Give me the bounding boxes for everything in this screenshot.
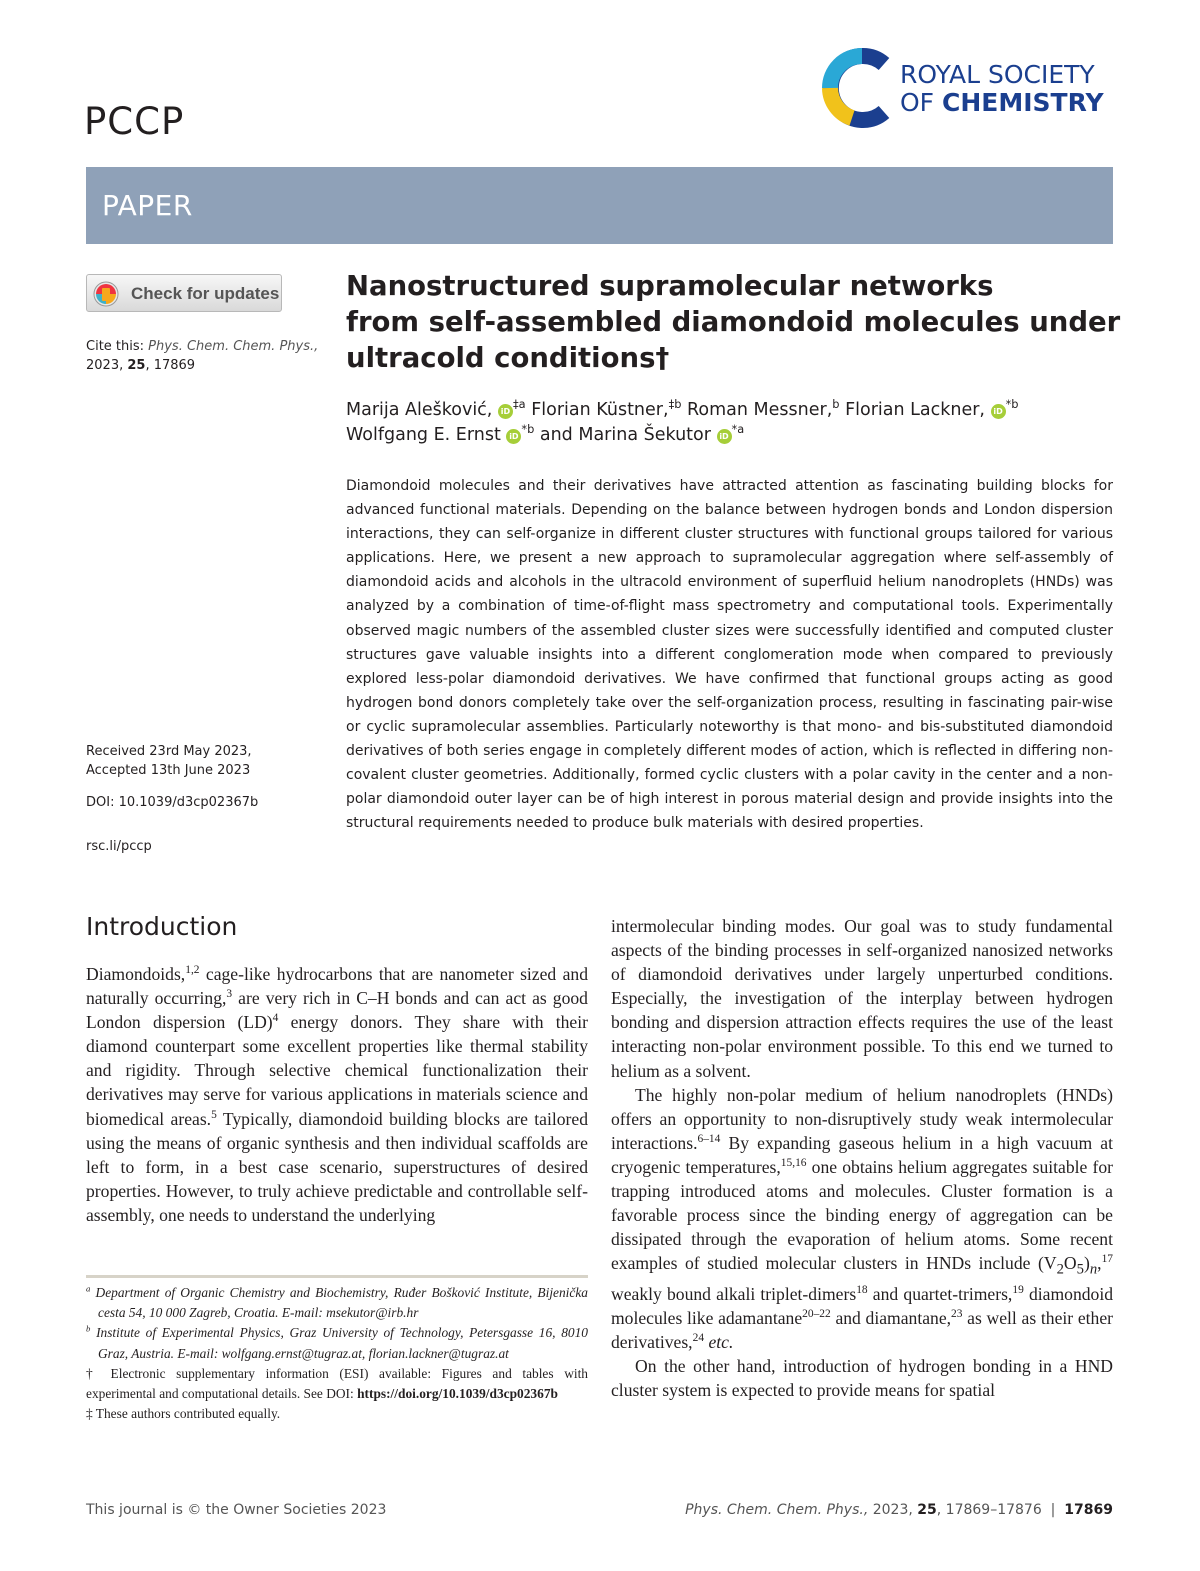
author-name: Florian Lackner, (845, 400, 985, 420)
author-name: Wolfgang E. Ernst (346, 425, 501, 445)
footnote-affiliation-a: $^a$ Department of Organic Chemistry and Biochemistry, Ruđer Bošković Institute, Bijenička cesta 54, 10 000 Zagreb, Croatia. E-mail: msekutor@irb.hr (86, 1283, 588, 1321)
footnote-affiliation-b: $^b$ Institute of Experimental Physics, Graz University of Technology, Petersgasse 16, 8010 Graz, Austria. E-mail: wolfgang.ernst@tugraz.at, florian.lackner@tugraz.at (86, 1323, 588, 1361)
footnote-equal: ‡ These authors contributed equally. (86, 1406, 281, 1422)
author-name: and Marina Šekutor (539, 425, 711, 445)
author-name: Florian Küstner, (531, 400, 669, 420)
publisher-name-line1: ROYAL SOCIETY (900, 60, 1095, 89)
crossmark-icon (93, 281, 119, 307)
rsc-c-icon (822, 42, 902, 132)
author-name: Roman Messner, (687, 400, 833, 420)
footnote-divider (86, 1275, 588, 1278)
article-title: Nanostructured supramolecular networks from self-assembled diamondoid molecules under ultracold conditions† (346, 270, 1121, 374)
article-type-label: PAPER (102, 189, 193, 222)
footer-copyright: This journal is © the Owner Societies 2023 (86, 1502, 387, 1518)
received-dates: Received 23rd May 2023, Accepted 13th June 2023 (86, 744, 252, 778)
author-list: Marija Alešković, $iD^{\ddagger a}$ Florian Küstner,$^{\ddagger b}$ Roman Messner,$^b$ Florian Lackner, $iD^{*b}$ Wolfgang E. Ernst $iD^{*b}$ and Marina Šekutor $iD^{*a}$ (346, 397, 1019, 445)
footer-citation: Phys. Chem. Chem. Phys., 2023, 25, 17869–17876 | 17869 (685, 1502, 1113, 1518)
orcid-icon[interactable]: iD (506, 429, 521, 444)
footnote-esi: † Electronic supplementary information (ESI) available: Figures and tables with experimental and computational details. See DOI: https://doi.org/10.1039/d3cp02367b (86, 1365, 588, 1402)
publisher-logo[interactable] (822, 42, 1122, 132)
orcid-icon[interactable]: iD (498, 404, 513, 419)
journal-link[interactable]: rsc.li/pccp (86, 839, 152, 854)
author-name: Marija Alešković, (346, 400, 493, 420)
abstract: Diamondoid molecules and their derivatives have attracted attention as fascinating building blocks for advanced functional materials. Depending on the balance between hydrogen bonds and London dispersion interactions, they can self-organize in different cluster structures with functional groups tailored for various applications. Here, we present a new approach to supramolecular aggregation where self-assembly of diamondoid acids and alcohols in the ultracold environment of superfluid helium nanodroplets (HNDs) was analyzed by a combination of time-of-flight mass spectrometry and computational tools. Experimentally observed magic numbers of the assembled cluster sizes were successfully identified and computed cluster structures gave valuable insights into a different conglomeration mode when compared to previously explored less-polar diamondoid derivatives. We have confirmed that functional groups acting as good hydrogen bond donors completely take over the self-organization process, resulting in fascinating pair-wise or cyclic supramolecular assemblies. Particularly noteworthy is that mono- and bis-substituted diamondoid derivatives of both series engage in completely different modes of action, which is reflected in differing non-covalent cluster geometries. Additionally, formed cyclic clusters with a polar cavity in the center and a non-polar diamondoid outer layer can be of high interest in porous material design and provide insights into the structural requirements needed to produce bulk materials with desired properties. (346, 478, 1113, 832)
citation-info: Cite this: Phys. Chem. Chem. Phys., 2023, 25, 17869 (86, 339, 319, 373)
body-column-right (611, 914, 1113, 1402)
esi-doi-link[interactable]: https://doi.org/10.1039/d3cp02367b (357, 1386, 558, 1402)
paragraph: On the other hand, introduction of hydrogen bonding in a HND cluster system is expected to provide means for spatial (611, 1356, 1113, 1401)
paragraph: Diamondoids,$^{1,2}$ cage-like hydrocarbons that are nanometer sized and naturally occurring,$^3$ are very rich in C–H bonds and can act as good London dispersion (LD)$^4$ energy donors. They share with their diamond counterpart some excellent properties like thermal stability and rigidity. Through selective chemical functionalization their derivatives may serve for various applications in materials science and biomedical areas.$^5$ Typically, diamondoid building blocks are tailored using the means of organic synthesis and then individual scaffolds are left to form, in a best case scenario, superstructures of desired properties. However, to truly achieve predictable and controllable self-assembly, one needs to understand the underlying (86, 964, 588, 1225)
doi-label[interactable]: DOI: 10.1039/d3cp02367b (86, 795, 259, 810)
check-for-updates-button[interactable] (86, 274, 282, 312)
body-column-left (86, 962, 588, 1227)
footnotes (86, 1283, 588, 1424)
paragraph: The highly non-polar medium of helium nanodroplets (HNDs) offers an opportunity to non-disruptively study weak intermolecular interactions.$^{6-14}$ By expanding gaseous helium in a high vacuum at cryogenic temperatures,$^{15,16}$ one obtains helium aggregates suitable for trapping introduced atoms and molecules. Cluster formation is a favorable process since the binding energy of aggregation can be dissipated through the evaporation of helium atoms. Some recent examples of studied molecular clusters in HNDs include $(V_2O_5)_n,^{17}$ weakly bound alkali triplet-dimers$^{18}$ and quartet-trimers,$^{19}$ diamondoid molecules like adamantane$^{20-22}$ and diamantane,$^{23}$ as well as their ether derivatives,$^{24}$ etc. (611, 1084, 1114, 1353)
orcid-icon[interactable]: iD (991, 404, 1006, 419)
section-heading-introduction: Introduction (86, 912, 238, 941)
paragraph: intermolecular binding modes. Our goal was to study fundamental aspects of the binding processes in self-organized nanosized networks of diamondoid derivatives under largely unperturbed conditions. Especially, the investigation of the interplay between hydrogen bonding and dispersion attraction effects requires the use of the least interacting non-polar environment possible. To this end we turned to helium as a solvent. (611, 916, 1113, 1081)
journal-name: PCCP (84, 100, 185, 143)
check-for-updates-label: Check for updates (131, 284, 280, 303)
article-type-banner (86, 167, 1113, 244)
publisher-name-line2: OF CHEMISTRY (900, 88, 1104, 117)
page-number: 17869 (1064, 1502, 1113, 1518)
orcid-icon[interactable]: iD (717, 429, 732, 444)
